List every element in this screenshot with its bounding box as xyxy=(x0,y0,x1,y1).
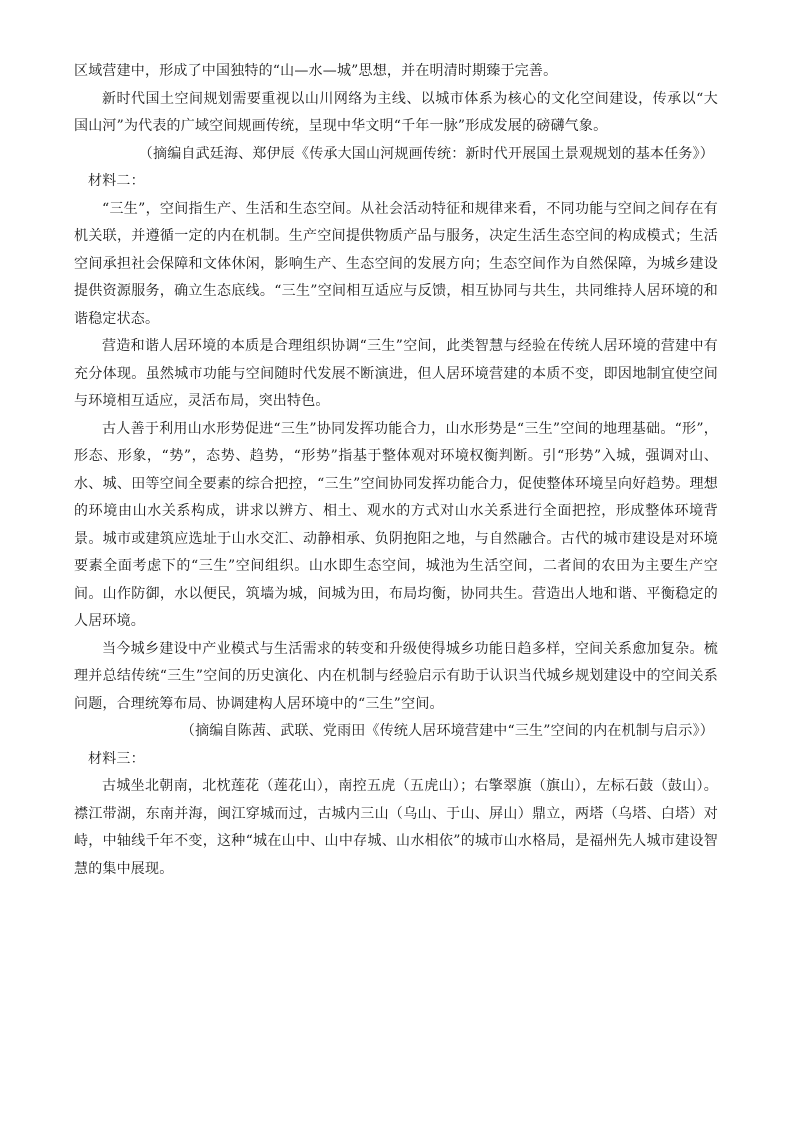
source-citation: （摘编自武廷海、郑伊辰《传承大国山河规画传统：新时代开展国土景观规划的基本任务》） xyxy=(138,145,714,162)
paragraph-body: 古城坐北朝南，北枕莲花（莲花山），南控五虎（五虎山）；右擎翠旗（旗山），左标石鼓（鼓山）。襟江带湖，东南并海，闽江穿城而过，古城内三山（乌山、于山、屏山）鼎立，两塔（乌塔、白塔）对峙，中轴线千年不变，这种“城在山中、山中存城、山水相依”的城市山水格局，是福州先人城市建设智慧的集中展现。 xyxy=(74,778,718,877)
paragraph-body: 新时代国土空间规划需要重视以山川网络为主线、以城市体系为核心的文化空间建设，传承以“大国山河”为代表的广域空间规画传统，呈现中华文明“千年一脉”形成发展的磅礴气象。 xyxy=(74,90,718,134)
paragraph-body: 当今城乡建设中产业模式与生活需求的转变和升级使得城乡功能日趋多样，空间关系愈加复杂。梳理并总结传统“三生”空间的历史演化、内在机制与经验启示有助于认识当代城乡规划建设中的空间关系问题，合理统筹布局、协调建构人居环境中的“三生”空间。 xyxy=(74,640,718,712)
document-page xyxy=(74,58,718,883)
paragraph-continuation: 区域营建中，形成了中国独特的“山—水—城”思想，并在明清时期臻于完善。 xyxy=(74,63,558,79)
paragraph-body: 营造和谐人居环境的本质是合理组织协调“三生”空间，此类智慧与经验在传统人居环境的营建中有充分体现。虽然城市功能与空间随时代发展不断演进，但人居环境营建的本质不变，即因地制宜使空间与环境相互适应，灵活布局，突出特色。 xyxy=(74,338,718,409)
material-label: 材料二： xyxy=(88,173,145,189)
material-label: 材料三： xyxy=(88,750,145,767)
source-citation: （摘编自陈茜、武联、党雨田《传统人居环境营建中“三生”空间的内在机制与启示》） xyxy=(180,723,714,739)
paragraph-body: 古人善于利用山水形势促进“三生”协同发挥功能合力，山水形势是“三生”空间的地理基础。“形”，形态、形象，“势”，态势、趋势，“形势”指基于整体观对环境权衡判断。引“形势”入城，强调对山、水、城、田等空间全要素的综合把控，“三生”空间协同发挥功能合力，促使整体环境呈向好趋势。理想的环境由山水关系构成，讲求以辨方、相土、观水的方式对山水关系进行全面把控，形成整体环境背景。城市或建筑应选址于山水交汇、动静相承、负阴抱阳之地，与自然融合。古代的城市建设是对环境要素全面考虑下的“三生”空间组织。山水即生态空间，城池为生活空间，二者间的农田为主要生产空间。山作防御，水以便民，筑墙为城，间城为田，布局均衡，协同共生。营造出人地和谐、平衡稳定的人居环境。 xyxy=(74,420,718,629)
paragraph-body: “三生”，空间指生产、生活和生态空间。从社会活动特征和规律来看，不同功能与空间之间存在有机关联，并遵循一定的内在机制。生产空间提供物质产品与服务，决定生活生态空间的构成模式；生活空间承担社会保障和文体休闲，影响生产、生态空间的发展方向；生态空间作为自然保障，为城乡建设提供资源服务，确立生态底线。“三生”空间相互适应与反馈，相互协同与共生，共同维持人居环境的和谐稳定状态。 xyxy=(74,200,718,327)
